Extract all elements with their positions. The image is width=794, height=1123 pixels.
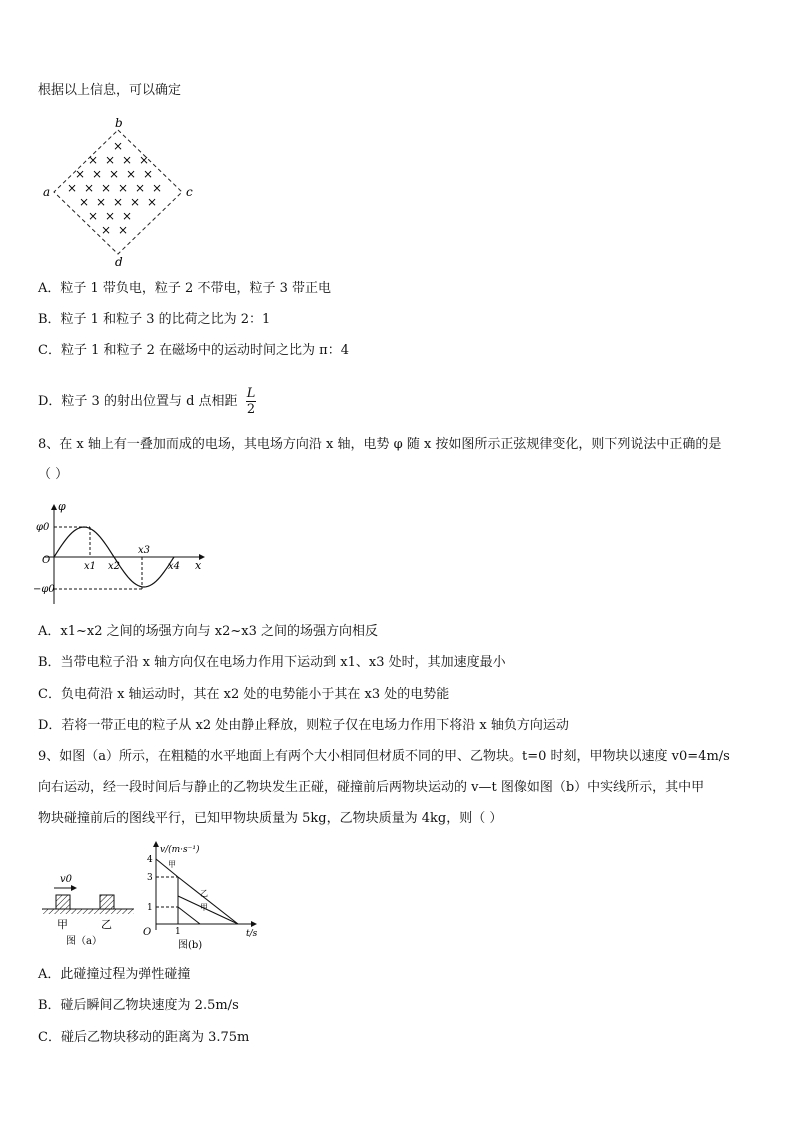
field-cross-mark: × <box>138 153 150 167</box>
fraction-denominator: 2 <box>246 402 256 417</box>
field-cross-mark: × <box>87 209 99 223</box>
fraction-l-over-2 <box>246 386 257 417</box>
field-cross-mark: × <box>134 181 146 195</box>
q7-option-c: C．粒子 1 和粒子 2 在磁场中的运动时间之比为 π：4 <box>38 343 349 358</box>
label-b: b <box>115 116 123 130</box>
origin-label: O <box>42 555 51 566</box>
field-crosses <box>67 139 162 237</box>
jia-after-line <box>178 907 200 924</box>
x1-label: x1 <box>84 561 97 572</box>
field-cross-mark: × <box>112 139 124 153</box>
block-jia <box>56 895 70 909</box>
q9-option-a: A．此碰撞过程为弹性碰撞 <box>38 967 191 982</box>
potential-graph-svg <box>34 500 209 610</box>
field-cross-mark: × <box>78 195 90 209</box>
jia-label: 甲 <box>57 918 68 931</box>
field-cross-mark: × <box>112 195 124 209</box>
q7-option-a: A．粒子 1 带负电，粒子 2 不带电，粒子 3 带正电 <box>38 281 331 296</box>
magnetic-field-diagram <box>38 116 198 266</box>
vt-graph-b <box>138 838 268 950</box>
field-cross-mark: × <box>129 195 141 209</box>
figure-a-caption: 图（a） <box>66 936 102 947</box>
q9-stem-line2: 向右运动，经一段时间后与静止的乙物块发生正碰，碰撞前后两物块运动的 v—t 图像如图（b）中实线所示，其中甲 <box>38 780 705 795</box>
field-cross-mark: × <box>151 181 163 195</box>
yi-curve-label: 乙 <box>200 889 208 898</box>
field-cross-mark: × <box>87 153 99 167</box>
field-cross-mark: × <box>66 181 78 195</box>
x-label: x <box>195 559 202 572</box>
jia-top-label: 甲 <box>168 860 176 869</box>
fraction-numerator: L <box>246 386 256 401</box>
q7-option-d-text: D．粒子 3 的射出位置与 d 点相距 <box>38 394 238 409</box>
field-cross-mark: × <box>117 181 129 195</box>
tick-1: 1 <box>147 903 153 913</box>
blocks-figure-a-svg <box>38 868 138 948</box>
x3-label: x3 <box>138 545 151 556</box>
x2-label: x2 <box>108 561 121 572</box>
q7-option-b: B．粒子 1 和粒子 3 的比荷之比为 2：1 <box>38 312 271 327</box>
label-c: c <box>186 185 193 199</box>
phi-label: φ <box>58 500 66 513</box>
field-cross-mark: × <box>125 167 137 181</box>
field-cross-mark: × <box>121 209 133 223</box>
q9-option-b: B．碰后瞬间乙物块速度为 2.5m/s <box>38 998 239 1013</box>
field-cross-mark: × <box>146 195 158 209</box>
jia-low-label: 甲 <box>200 903 208 912</box>
label-a: a <box>43 185 51 199</box>
q8-option-d: D．若将一带正电的粒子从 x2 处由静止释放，则粒子仅在电场力作用下将沿 x 轴负方向运动 <box>38 718 569 733</box>
field-cross-mark: × <box>108 167 120 181</box>
tick-4: 4 <box>147 855 153 865</box>
q8-option-a: A．x1~x2 之间的场强方向与 x2~x3 之间的场强方向相反 <box>38 624 378 639</box>
q8-option-c: C．负电荷沿 x 轴运动时，其在 x2 处的电势能小于其在 x3 处的电势能 <box>38 687 450 702</box>
figure-b-caption: 图(b) <box>178 940 203 950</box>
field-cross-mark: × <box>100 223 112 237</box>
field-cross-mark: × <box>74 167 86 181</box>
q7-option-d <box>38 386 256 417</box>
v-axis-label: v/(m·s⁻¹) <box>160 845 200 855</box>
q8-option-b: B．当带电粒子沿 x 轴方向仅在电场力作用下运动到 x1、x3 处时，其加速度最小 <box>38 655 506 670</box>
yi-label: 乙 <box>101 918 112 931</box>
phi0-label: φ0 <box>36 522 50 533</box>
origin-b-label: O <box>143 927 152 938</box>
field-cross-mark: × <box>117 223 129 237</box>
q9-stem-line3: 物块碰撞前后的图线平行，已知甲物块质量为 5kg，乙物块质量为 4kg，则（ ） <box>38 811 503 826</box>
ground-hatch <box>42 909 134 914</box>
field-cross-mark: × <box>91 167 103 181</box>
vt-graph-b-svg <box>138 838 268 950</box>
field-cross-mark: × <box>95 195 107 209</box>
tick-t1: 1 <box>175 927 181 937</box>
t-axis-label: t/s <box>246 929 258 939</box>
v0-label: v0 <box>60 874 73 885</box>
field-cross-mark: × <box>121 153 133 167</box>
blocks-figure-a <box>38 868 138 948</box>
neg-phi0-label: −φ0 <box>34 584 55 595</box>
q8-stem-line2: （ ） <box>38 467 69 482</box>
q9-option-c: C．碰后乙物块移动的距离为 3.75m <box>38 1030 250 1045</box>
x4-label: x4 <box>168 561 181 572</box>
label-d: d <box>115 255 123 266</box>
q8-stem-line1: 8、在 x 轴上有一叠加而成的电场，其电场方向沿 x 轴，电势 φ 随 x 按如图所示正弦规律变化，则下列说法中正确的是 <box>38 437 722 452</box>
intro-text: 根据以上信息，可以确定 <box>38 83 182 98</box>
block-yi <box>100 895 114 909</box>
field-cross-mark: × <box>104 153 116 167</box>
field-cross-mark: × <box>100 181 112 195</box>
field-cross-mark: × <box>104 209 116 223</box>
potential-graph <box>34 500 209 610</box>
tick-3: 3 <box>147 873 153 883</box>
field-cross-mark: × <box>83 181 95 195</box>
field-cross-mark: × <box>142 167 154 181</box>
magnetic-field-svg <box>38 116 198 266</box>
q9-stem-line1: 9、如图（a）所示，在粗糙的水平地面上有两个大小相同但材质不同的甲、乙物块。t=0 时刻，甲物块以速度 v0=4m/s <box>38 749 730 764</box>
